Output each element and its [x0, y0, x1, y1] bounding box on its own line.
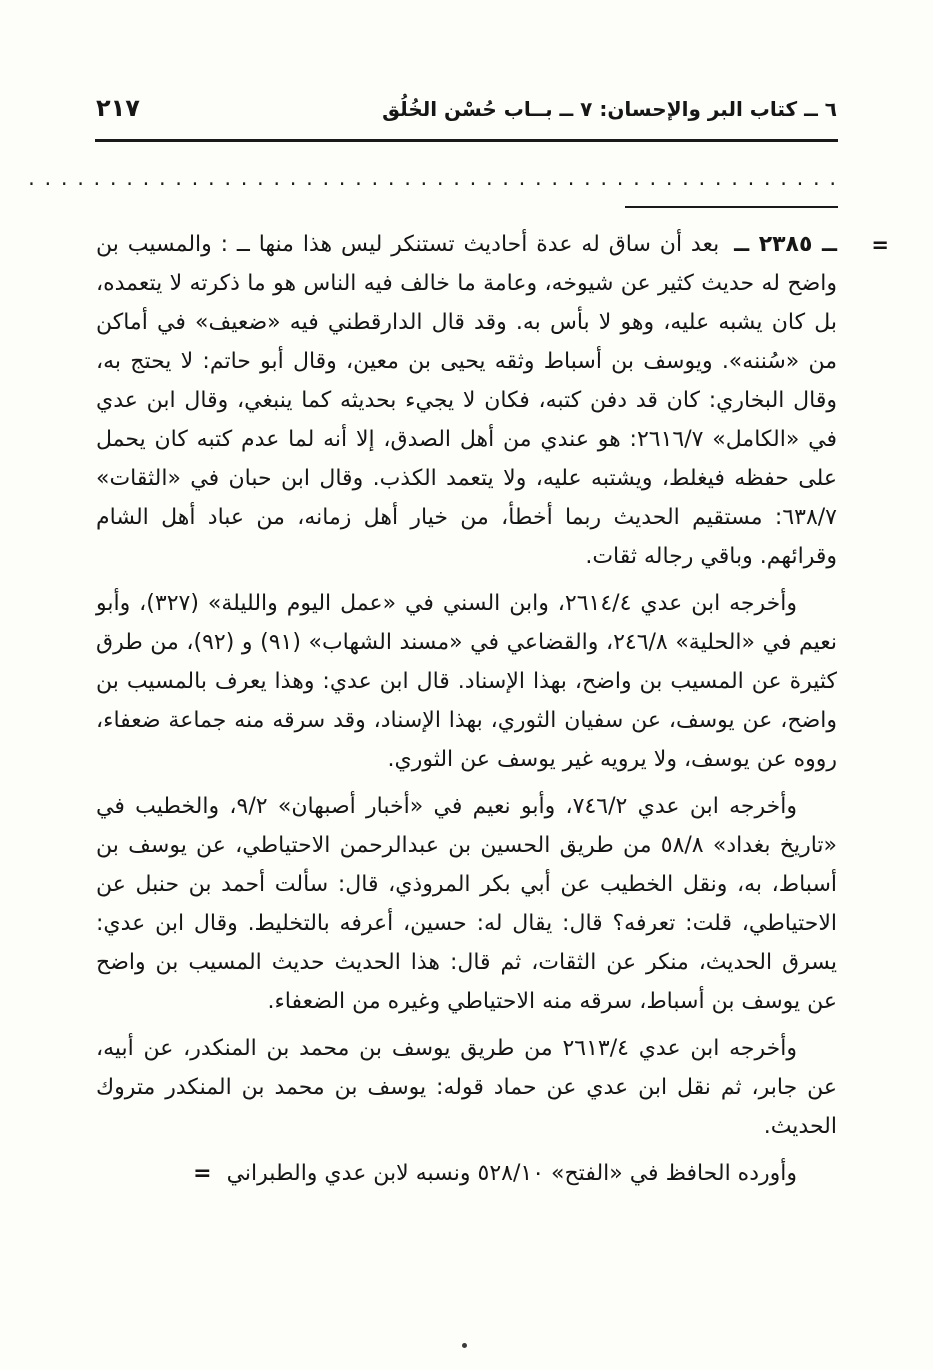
paragraph-text: بعد أن ساق له عدة أحاديث تستنكر ليس هذا منها ــ : والمسيب بن واضح له حديث كثير عن شيوخه، وعامة ما خالف فيه الناس هو ما ذكرته لا يتعمده، بل كان يشبه عليه، وهو لا بأس به. وقد قال الدارقطني فيه «ضعيف» في أماكن من «سُننه». ويوسف بن أسباط وثقه يحيى بن معين، وقال أبو حاتم: لا يحتج به، وقال البخاري: كان قد دفن كتبه، فكان لا يجيء بحديثه كما ينبغي، وقال ابن عدي في «الكامل» ٢٦١٦/٧: هو عندي من أهل الصدق، إلا أنه لما عدم كتبه كان يحمل على حفظه فيغلط، ويشتبه عليه، ولا يتعمد الكذب. وقال ابن حبان في «الثقات» ٦٣٨/٧: مستقيم الحديث ربما أخطأ، من خيار أهل زمانه، من عباد أهل الشام وقرائهم. وباقي رجاله ثقات.: [96, 232, 837, 569]
paragraph-text: وأخرجه ابن عدي ٢٦١٣/٤ من طريق يوسف بن محمد بن المنكدر، عن أبيه، عن جابر، ثم نقل ابن عدي عن حماد قوله: يوسف بن محمد بن المنكدر متروك الحديث.: [96, 1036, 837, 1139]
paragraph-text: وأخرجه ابن عدي ٧٤٦/٢، وأبو نعيم في «أخبار أصبهان» ٩/٢، والخطيب في «تاريخ بغداد» ٥٨/٨ من طريق الحسين بن عبدالرحمن الاحتياطي، عن يوسف بن أسباط، به، ونقل الخطيب عن أبي بكر المروذي، قال: سألت أحمد بن حنبل عن الاحتياطي، قلت: تعرفه؟ قال: يقال له: حسين، أعرفه بالتخليط. وقال ابن عدي: يسرق الحديث، منكر عن الثقات، ثم قال: هذا الحديث حديث المسيب بن واضح عن يوسف بن أسباط، سرقه منه الاحتياطي وغيره من الضعفاء.: [96, 794, 838, 1014]
footnote-separator-rule: [625, 206, 838, 208]
hadith-number: ــ ٢٣٨٥ ــ: [734, 232, 838, 257]
footnote-paragraph-3: [96, 787, 837, 1021]
footnote-paragraph-1: [96, 225, 889, 576]
footnote-text-block: [96, 225, 889, 1193]
continuation-marker-end: =: [193, 1161, 212, 1186]
footnote-paragraph-5: [96, 1154, 837, 1193]
continuation-marker-start: =: [871, 233, 889, 257]
page-number: ٢١٧: [96, 94, 140, 122]
footnote-paragraph-4: [96, 1029, 837, 1146]
omission-dots: . . . . . . . . . . . . . . . . . . . . . . . . . . . . . . . . . . . . . . . . . . . . . . . . . .: [28, 166, 836, 190]
paragraph-text: وأورده الحافظ في «الفتح» ٥٢٨/١٠ ونسبه لابن عدي والطبراني: [226, 1161, 797, 1186]
paragraph-text: وأخرجه ابن عدي ٢٦١٤/٤، وابن السني في «عمل اليوم والليلة» (٣٢٧)، وأبو نعيم في «الحلية» ٢٤٦/٨، والقضاعي في «مسند الشهاب» (٩١) و (٩٢)، من طرق كثيرة عن المسيب بن واضح، بهذا الإسناد. قال ابن عدي: وهذا يعرف بالمسيب بن واضح، عن يوسف، عن سفيان الثوري، بهذا الإسناد، وقد سرقه منه جماعة ضعفاء، رووه عن يوسف، ولا يرويه غير يوسف عن الثوري.: [96, 591, 837, 772]
footnote-paragraph-2: [96, 584, 837, 779]
page-mark-dot: [462, 1343, 467, 1348]
chapter-heading: ٦ ــ كتاب البر والإحسان: ٧ ــ بــاب حُسْن الخُلُق: [382, 97, 837, 121]
page-header: [96, 94, 837, 122]
header-rule: [95, 139, 838, 142]
